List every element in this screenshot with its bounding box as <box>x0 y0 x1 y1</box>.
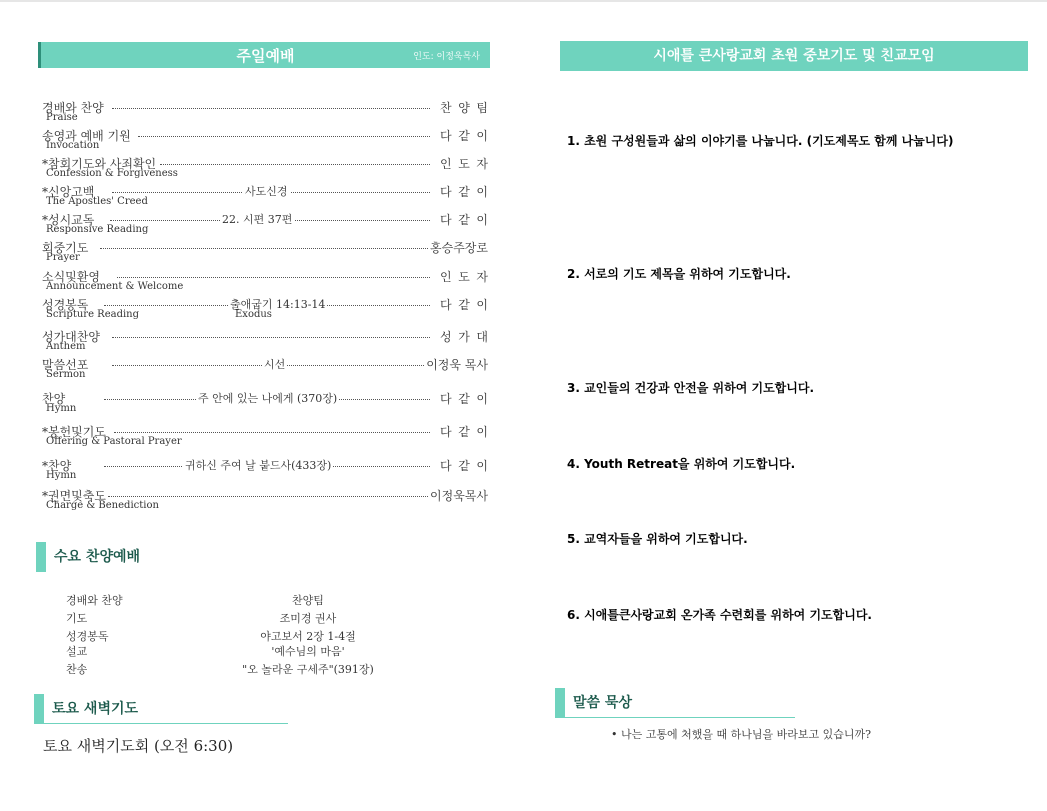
order-row <box>36 183 495 209</box>
wednesday-item-value: 찬양팀 <box>292 594 324 607</box>
order-item-label: *찬양 <box>42 459 72 473</box>
wednesday-item-value: 조미경 권사 <box>279 612 337 625</box>
order-item-english: Anthem <box>46 341 86 352</box>
order-row <box>36 239 490 265</box>
wednesday-item-label: 찬송 <box>66 663 88 676</box>
wednesday-item-label: 경배와 찬양 <box>66 594 123 607</box>
prayer-item: 1. 초원 구성원들과 삶의 이야기를 나눕니다. (기도제목도 함께 나눕니다) <box>567 134 954 148</box>
order-item-content: 시선 <box>264 358 286 371</box>
saturday-section-header <box>34 694 288 724</box>
order-row <box>36 487 490 513</box>
order-item-leader: 성가대 <box>440 330 495 344</box>
order-item-english: Prayer <box>46 252 80 263</box>
prayer-item: 4. Youth Retreat을 위하여 기도합니다. <box>567 457 796 471</box>
order-item-label: 말씀선포 <box>42 358 89 372</box>
order-item-leader: 다같이 <box>440 425 495 439</box>
saturday-prayer-text: 토요 새벽기도회 (오전 6:30) <box>43 737 234 755</box>
order-item-leader: 다같이 <box>440 459 495 473</box>
prayer-gathering-header <box>560 41 1028 71</box>
order-item-leader: 다같이 <box>440 213 495 227</box>
order-item-leader: 찬양팀 <box>440 101 495 115</box>
order-item-label: *신앙고백 <box>42 185 95 199</box>
wednesday-item-value: '예수님의 마음' <box>271 645 345 658</box>
order-item-content: 주 안에 있는 나에게 (370장) <box>198 392 338 405</box>
order-item-leader: 이정욱 목사 <box>426 358 488 372</box>
order-item-leader: 홍승주장로 <box>430 241 488 255</box>
order-item-english: Hymn <box>46 403 77 414</box>
order-row <box>36 211 495 237</box>
order-item-english: Sermon <box>46 369 86 380</box>
leader-dots <box>138 136 430 137</box>
saturday-section-title: 토요 새벽기도 <box>52 701 139 717</box>
order-item-english: The Apostles' Creed <box>46 196 148 207</box>
order-row <box>36 423 495 449</box>
order-item-label: *권면및축도 <box>42 489 106 503</box>
order-item-english: Confession & Forgiveness <box>46 168 178 179</box>
wednesday-item-label: 성경봉독 <box>66 630 109 643</box>
wednesday-section-header <box>36 542 236 572</box>
order-item-content: 22. 시편 37편 <box>222 213 293 226</box>
meditation-section-header <box>555 688 795 718</box>
sunday-worship-header <box>38 42 490 68</box>
order-item-english: Scripture Reading <box>46 309 140 320</box>
order-item-leader: 인도자 <box>440 270 495 284</box>
order-item-label: 성가대찬양 <box>42 330 100 344</box>
order-item-label: 경배와 찬양 <box>42 101 104 115</box>
order-row <box>36 328 495 354</box>
order-item-content: 사도신경 <box>245 185 288 198</box>
order-item-label: 회중기도 <box>42 241 89 255</box>
order-item-leader: 다같이 <box>440 185 495 199</box>
order-item-label: 찬양 <box>42 392 66 406</box>
wednesday-section-title: 수요 찬양예배 <box>54 549 141 565</box>
leader-note: 인도: 이정욱목사 <box>413 52 480 62</box>
order-item-english: Charge & Benediction <box>46 500 159 511</box>
order-row <box>36 356 490 382</box>
leader-dots <box>114 432 430 433</box>
order-item-english: Announcement & Welcome <box>46 281 184 292</box>
order-item-label: 송영과 예배 기원 <box>42 129 131 143</box>
order-item-label: *성시교독 <box>42 213 95 227</box>
order-item-leader: 인도자 <box>440 157 495 171</box>
order-item-leader: 다같이 <box>440 392 495 406</box>
order-row <box>36 390 495 416</box>
order-item-english: Responsive Reading <box>46 224 149 235</box>
wednesday-item-value: "오 놀라운 구세주"(391장) <box>242 663 374 676</box>
meditation-section-title: 말씀 묵상 <box>573 695 632 711</box>
wednesday-item-value: 야고보서 2장 1-4절 <box>260 630 356 643</box>
order-item-leader: 다같이 <box>440 129 495 143</box>
order-item-content: 귀하신 주여 날 붙드사(433장) <box>185 459 332 472</box>
leader-dots <box>117 277 430 278</box>
prayer-item: 2. 서로의 기도 제목을 위하여 기도합니다. <box>567 267 791 281</box>
order-row <box>36 127 495 153</box>
wednesday-item-label: 기도 <box>66 612 88 625</box>
leader-dots <box>112 108 430 109</box>
order-item-english: Hymn <box>46 470 77 481</box>
order-row <box>36 457 495 483</box>
order-row <box>36 155 495 181</box>
order-row <box>36 99 495 125</box>
prayer-item: 6. 시애틀큰사랑교회 온가족 수련회를 위하여 기도합니다. <box>567 608 872 622</box>
leader-dots <box>108 496 430 497</box>
order-item-label: *봉헌및기도 <box>42 425 106 439</box>
prayer-gathering-title: 시애틀 큰사랑교회 초원 중보기도 및 친교모임 <box>653 48 935 64</box>
order-item-english: Praise <box>46 112 78 123</box>
order-item-label: 소식및환영 <box>42 270 100 284</box>
leader-dots <box>100 248 430 249</box>
order-row <box>36 268 495 294</box>
order-item-content: 출애굽기 14:13-14 <box>230 298 326 311</box>
meditation-question: • 나는 고통에 처했을 때 하나님을 바라보고 있습니까? <box>611 728 872 741</box>
prayer-item: 5. 교역자들을 위하여 기도합니다. <box>567 532 748 546</box>
order-item-leader: 다같이 <box>440 298 495 312</box>
sunday-worship-title: 주일예배 <box>236 47 295 65</box>
order-item-english: Invocation <box>46 140 100 151</box>
top-rule <box>0 0 1047 2</box>
order-item-label: *참회기도와 사죄확인 <box>42 157 157 171</box>
order-item-content-english: Exodus <box>235 309 272 320</box>
order-item-english: Offering & Pastoral Prayer <box>46 436 182 447</box>
order-item-label: 성경봉독 <box>42 298 89 312</box>
leader-dots <box>160 164 430 165</box>
prayer-item: 3. 교인들의 건강과 안전을 위하여 기도합니다. <box>567 381 815 395</box>
leader-dots <box>112 337 430 338</box>
order-row <box>36 296 495 322</box>
wednesday-item-label: 설교 <box>66 645 88 658</box>
order-item-leader: 이정욱목사 <box>430 489 488 503</box>
